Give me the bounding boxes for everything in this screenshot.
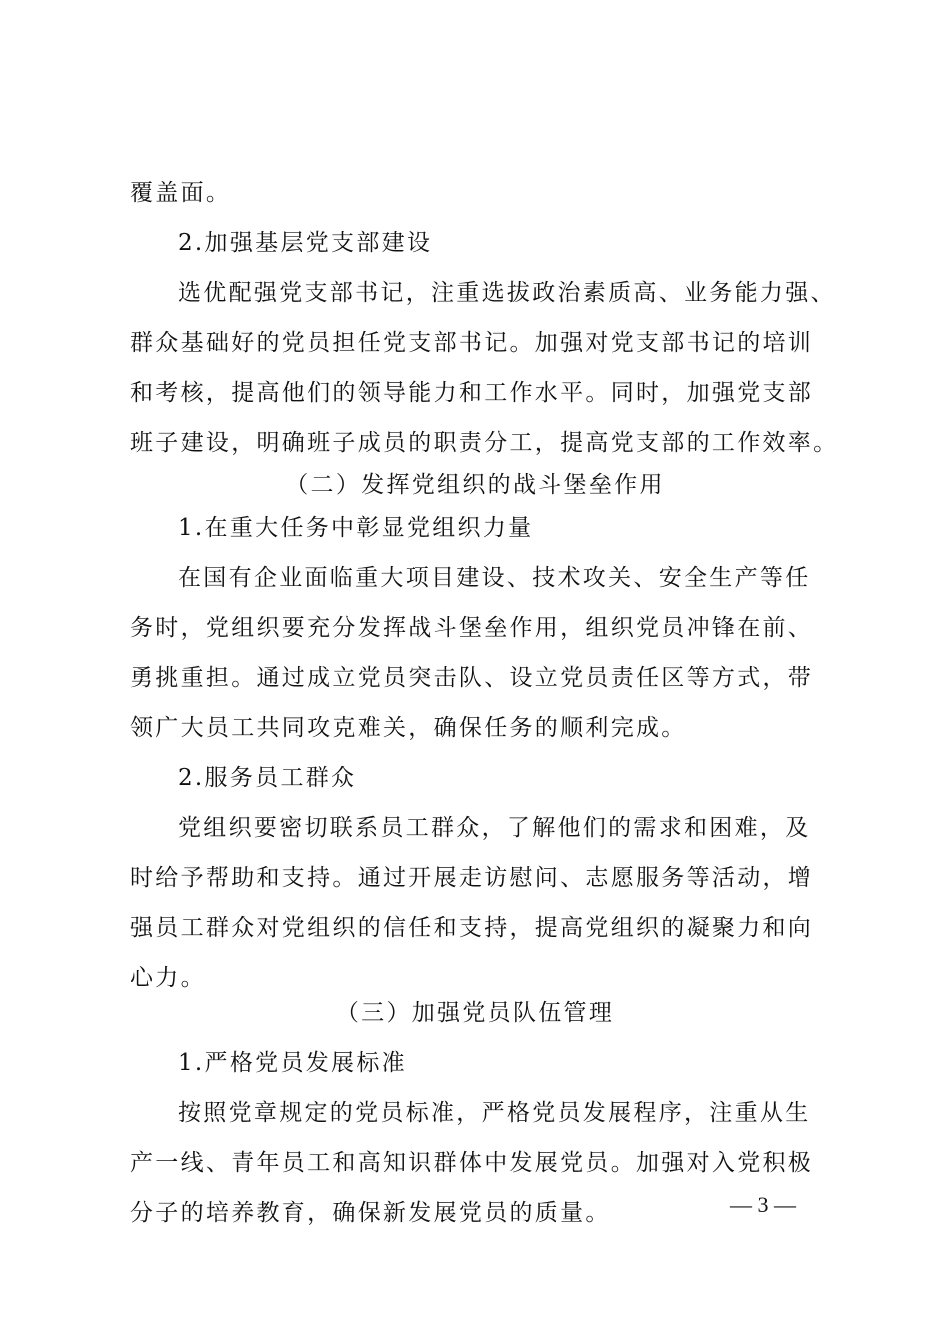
paragraph-line: 务时，党组织要充分发挥战斗堡垒作用，组织党员冲锋在前、 <box>130 615 814 641</box>
paragraph-line: 覆盖面。 <box>130 180 232 206</box>
paragraph-line: 和考核，提高他们的领导能力和工作水平。同时，加强党支部 <box>130 380 814 406</box>
paragraph-line: 按照党章规定的党员标准，严格党员发展程序，注重从生 <box>178 1100 811 1126</box>
paragraph-line: 选优配强党支部书记，注重选拔政治素质高、业务能力强、 <box>178 280 836 306</box>
subheading: 2.加强基层党支部建设 <box>178 230 433 256</box>
paragraph-line: 班子建设，明确班子成员的职责分工，提高党支部的工作效率。 <box>130 430 839 456</box>
page-number: — 3 — <box>730 1192 796 1217</box>
section-heading: （三）加强党员队伍管理 <box>335 1000 615 1026</box>
subheading: 2.服务员工群众 <box>178 765 357 791</box>
section-heading: （二）发挥党组织的战斗堡垒作用 <box>285 472 665 498</box>
subheading: 1.严格党员发展标准 <box>178 1050 407 1076</box>
paragraph-line: 时给予帮助和支持。通过开展走访慰问、志愿服务等活动，增 <box>130 865 814 891</box>
paragraph-line: 群众基础好的党员担任党支部书记。加强对党支部书记的培训 <box>130 330 814 356</box>
paragraph-line: 在国有企业面临重大项目建设、技术攻关、安全生产等任 <box>178 565 811 591</box>
paragraph-line: 分子的培养教育，确保新发展党员的质量。 <box>130 1200 611 1226</box>
subheading: 1.在重大任务中彰显党组织力量 <box>178 515 534 541</box>
paragraph-line: 产一线、青年员工和高知识群体中发展党员。加强对入党积极 <box>130 1150 814 1176</box>
paragraph-line: 党组织要密切联系员工群众，了解他们的需求和困难，及 <box>178 815 811 841</box>
paragraph-line: 领广大员工共同攻克难关，确保任务的顺利完成。 <box>130 715 687 741</box>
paragraph-line: 勇挑重担。通过成立党员突击队、设立党员责任区等方式，带 <box>130 665 814 691</box>
paragraph-line: 心力。 <box>130 965 206 991</box>
paragraph-line: 强员工群众对党组织的信任和支持，提高党组织的凝聚力和向 <box>130 915 814 941</box>
